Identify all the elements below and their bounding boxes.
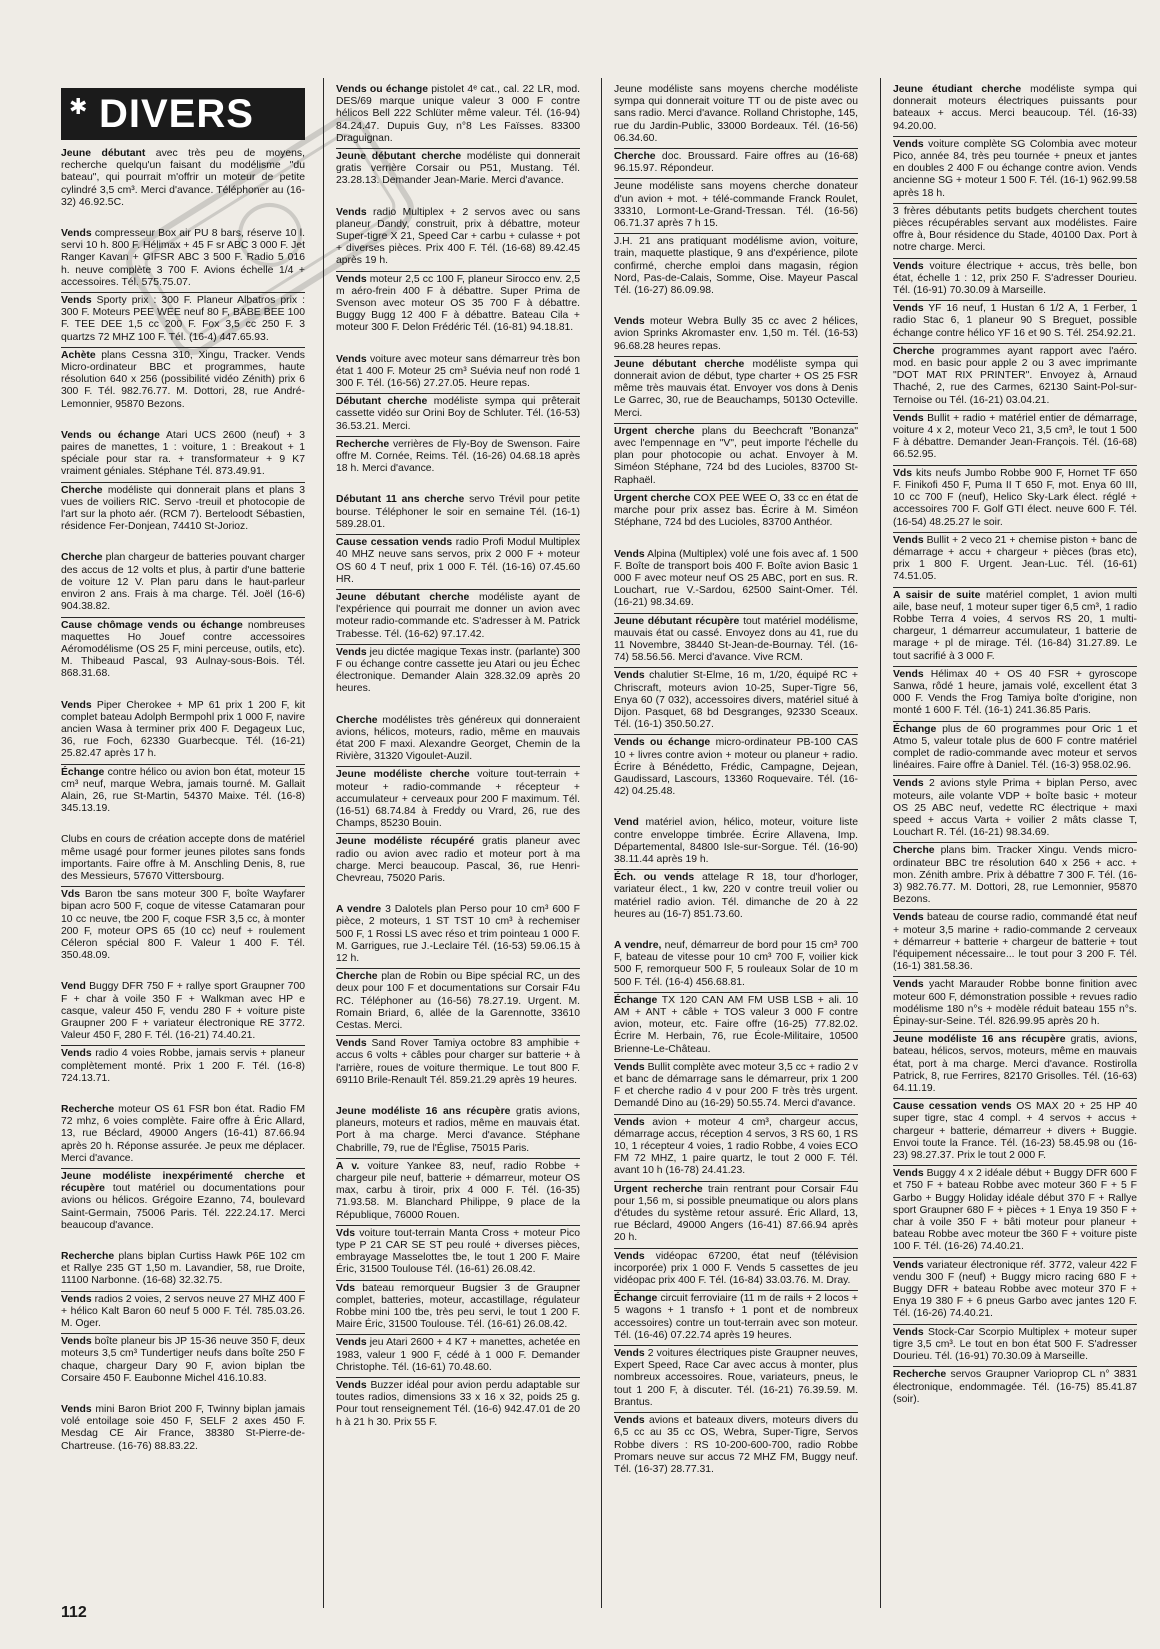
ad-keyword: Vends: [614, 1250, 645, 1262]
ad-text: COX PEE WEE O, 33 cc en état de marche pour prix assez bas. Écrire à M. Siméon Stéphane, 724 bd des Lucioles, 83700 Anthéor.: [614, 492, 858, 529]
ad-keyword: Débutant 11 ans cherche: [336, 494, 465, 506]
ad-keyword: Vends ou échange: [614, 737, 711, 749]
ad-keyword: Recherche: [336, 438, 390, 450]
column-spacer: [336, 191, 580, 205]
ad-text: bateau de course radio, commandé état neuf + moteur 3,5 marine + radio-commande 2 cerveaux + démarreur + batterie + chargeur de batterie + tout l'équipement nécessaire... le tout pour 3 200 F. Tél. (16-1) 381.58.36.: [893, 912, 1137, 973]
ad-keyword: Vends: [893, 668, 924, 680]
classified-ad: [614, 1059, 858, 1111]
classified-ad: [614, 1114, 858, 1178]
classified-ad: [614, 1248, 858, 1288]
classified-ad: [893, 1366, 1137, 1406]
classified-ad: [614, 1412, 858, 1476]
ad-keyword: Jeune débutant cherche: [336, 151, 462, 163]
ad-text: variateur électronique réf. 3772, valeur 422 F vendu 300 F (neuf) + Buggy micro racing 680 F + Buggy DFR + bateau Robbe avec moteur 370 F + Enya 19 380 F + 6 pneus Garbo avec jantes 120 F. Tél. (16-26) 74.40.21.: [893, 1259, 1138, 1320]
ad-text: boîte planeur bis JP 15-36 neuve 350 F, deux moteurs 3,5 cm³ Tundertiger neufs dans boîte 250 F chaque, chargeur Dary 90 F, avion biplan tbe Corsaire 450 F. Eaubonne Michel 416.10.83.: [61, 1336, 305, 1384]
ad-keyword: A v.: [336, 1160, 360, 1172]
ad-text: train rentrant pour Corsair F4u pour 1,56 m, si possible pneumatique ou alors plans d'études du système retour assuré. Éric Allard, 13, rue Béclard, 49000 Angers (16-41) 87.66.94 après 20 h.: [614, 1183, 858, 1244]
ad-text: Buggy 4 x 2 idéale début + Buggy DFR 600 F et 750 F + bateau Robbe avec moteur 360 F + 5 F Garbo + Buggy Holiday idéale début 370 F + Rallye sport Graupner 680 F + pièces + 1 Enya 19 350 F + char à voile 350 F + bâti moteur pour planeur + bateau Robbe avec moteur tbe 360 F + voiture piste 100 F. Tél. (16-26) 74.40.21.: [893, 1168, 1138, 1253]
ad-text: voiture avec moteur sans démarreur très bon état 1 400 F. Moteur 25 cm³ Suévia neuf non rodé 1 300 F. Tél. (16-56) 27.27.05. Heure repas.: [336, 353, 580, 390]
ad-keyword: Vds: [61, 889, 81, 901]
column-spacer: [61, 414, 305, 428]
ad-text: moteur Webra Bully 35 cc avec 2 hélices, avion Sprinks Akromaster env. 1,50 m. Tél. (16-53) 96.68.28 heures repas.: [614, 316, 859, 352]
classified-ad: [614, 1290, 858, 1342]
ad-text: plan de Robin ou Bipe spécial RC, un des deux pour 100 F et documentations sur Corsair F4u RC. Téléphoner au (16-56) 78.27.19. Urgent. M. Romain Briard, 6, allée de la Garennotte, 33610 Cestas. Merci.: [336, 971, 580, 1031]
classified-ad: [893, 842, 1137, 906]
ad-keyword: Vends: [614, 1061, 645, 1073]
ad-keyword: Vends: [893, 303, 924, 315]
ad-keyword: Vds: [893, 467, 913, 479]
classified-ad: [893, 1257, 1137, 1321]
column-rule: [601, 78, 602, 1608]
classified-ad: [61, 482, 305, 534]
classified-ad: [336, 1158, 580, 1222]
classified-ad: [336, 766, 580, 830]
ad-keyword: Urgent recherche: [614, 1183, 703, 1195]
classified-ad: [61, 428, 305, 479]
ad-text: Buzzer idéal pour avion perdu adaptable sur toutes radios, dimensions 33 x 16 x 32, poids 25 g. Pour tout renseignement Tél. (16-6) 942.47.01 de 20 h à 21 h 30. Prix 55 F.: [336, 1380, 581, 1428]
classified-ad: [614, 314, 858, 353]
page-number: 112: [61, 1604, 87, 1621]
classified-ad: [336, 205, 580, 268]
ad-keyword: Cherche: [614, 151, 656, 163]
column-spacer: [61, 1088, 305, 1102]
classified-ad: [614, 356, 858, 420]
column-spacer: [336, 699, 580, 713]
ad-keyword: A vendre,: [614, 939, 662, 951]
classified-ad: [61, 617, 305, 681]
ad-text: vidéopac 67200, état neuf (télévision incorporée) prix 1 000 F. Vends 5 cassettes de jeu vidéopac prix 400 F. Tél. (16-84) 33.03.76. M. Dray.: [614, 1250, 858, 1287]
ad-keyword: Vends: [893, 1326, 924, 1338]
ad-text: plans biplan Curtiss Hawk P6E 102 cm et Rallye 235 GT 1,50 m. Lavandier, 58, rue Droite, 11100 Narbonne. (16-68) 32.32.75.: [61, 1251, 306, 1287]
ad-text: voiture électrique + accus, très belle, bon état, échelle 1 : 12, prix 250 F. S'adresser Dourieu. Tél. (16-91) 70.30.09 à Marseille.: [893, 260, 1137, 297]
ads-column-4: [893, 82, 1137, 1409]
ad-text: plan chargeur de batteries pouvant charger des accus de 12 volts et plus, à partir d'une batterie de voiture 12 V. Plan paru dans le haut-parleur environ 2 ans. Frais à ma charge. Tél. Joël (16-6) 904.38.82.: [61, 552, 305, 613]
classified-ad: [336, 644, 580, 696]
ad-text: 3 Dalotels plan Perso pour 10 cm³ 600 F pièce, 2 moteurs, 1 ST TST 10 cm³ à rechemiser 500 F, 1 Rossi LS avec réso et trim pointeau 1 000 F. M. Garrigues, rue J.-Leclaire Tél. (16-53) 59.06.15 à 12 h.: [336, 904, 580, 964]
ad-text: modéliste ayant de l'expérience qui pourrait me donner un avion avec moteur radio-commande etc. S'adresser à M. Patrick Trabesse. Tél. (16-62) 97.17.42.: [336, 591, 580, 640]
ad-keyword: Cherche: [336, 971, 378, 983]
ad-keyword: Vends: [61, 295, 92, 307]
classified-ad: [614, 734, 858, 798]
classified-ad: [893, 587, 1137, 663]
ad-text: contre hélico ou avion bon état, moteur 15 cm³ neuf, marque Webra, jamais tourné. M. Gallait Alain, 26, rue St-Martin, 54370 Maixe. Tél. (16-8) 345.13.19.: [61, 766, 305, 815]
ad-text: 2 voitures électriques piste Graupner neuves, Expert Speed, Race Car avec accus à monter, plus nombreux accessoires. Roue, variateurs, pneus, le tout 1 200 F, à discuter. Tél. (16-21) 76.39.59. M. Brantus.: [614, 1348, 858, 1408]
ad-keyword: Échange: [614, 1293, 658, 1305]
classified-ad: [336, 833, 580, 885]
ad-keyword: Jeune débutant cherche: [614, 358, 745, 370]
classified-ad: [61, 292, 305, 344]
ad-text: plans Cessna 310, Xingu, Tracker. Vends Micro-ordinateur BBC et programmes, haute résolution 640 x 256 (possibilité vidéo Zénith) prix 6 300 F. Tél. 982.76.77. M. Dottori, 28, rue André-Lemonnier, 95870 Bezons.: [61, 349, 305, 410]
ad-text: YF 16 neuf, 1 Hustan 6 1/2 A, 1 Ferber, 1 radio Stac 6, 1 planeur 90 S Breguet, possible échange contre hélico YF 16 et 90 S. Tél. 254.92.21.: [893, 303, 1137, 339]
classified-ad: [614, 992, 858, 1056]
classified-ad: [614, 148, 858, 175]
ad-text: avion + moteur 4 cm³, chargeur accus, démarrage accus, réception 4 servos, 3 RS 60, 1 RS 10, 1 récepteur 4 voies, 1 radio Robbe, 4 voies ECO FM 72 MHZ, 1 paire quartz, le tout 2 000 F. Tél. avant 10 h (16-78) 24.41.23.: [614, 1116, 858, 1177]
ad-keyword: Recherche: [61, 1251, 115, 1263]
ads-column-2: [336, 82, 580, 1432]
ad-keyword: Cause chômage vends ou échange: [61, 619, 243, 631]
ad-text: modélistes très généreux qui donneraient avions, hélicos, moteurs, radio, même en mauvais état 200 F maxi. Alexandre Georget, Chemin de la Rivière, 31320 Vigoulet-Auzil.: [336, 714, 580, 763]
ad-keyword: Échange: [893, 723, 937, 735]
classified-ad: [614, 667, 858, 731]
ad-text: Hélimax 40 + OS 40 FSR + gyroscope Sanwa, rôdé 1 heure, jamais volé, excellent état 3 000 F. Vends the Frog Tamiya boîte d'origine, non monté 1 600 F. Tél. (16-1) 241.36.85 Paris.: [893, 668, 1137, 717]
ad-text: Jeune modéliste sans moyens cherche donateur d'un avion + mot. + télé-commande Franck Roulet, 33310, Lormont-Le-Grand-Tressan. Tél. (16-56) 06.71.37 après 7 h 15.: [614, 181, 858, 230]
column-rule: [880, 78, 881, 1608]
column-spacer: [61, 1388, 305, 1402]
ad-keyword: Jeune modéliste récupéré: [336, 836, 475, 848]
ad-text: radio Profi Modul Multiplex 40 MHZ neuve sans servos, prix 2 000 F + moteur OS 60 4 T neuf, prix 1 000 F. Tél. (16-16) 07.45.60 HR.: [336, 537, 580, 585]
ad-keyword: Vends: [61, 1404, 92, 1416]
classified-ad: [614, 869, 858, 921]
ad-text: voiture Yankee 83, neuf, radio Robbe + chargeur pile neuf, batterie + démarreur, moteur OS max, carbu à tiroir, prix 4 000 F. Tél. (16-35) 71.93.58. M. Blanchard Philippe, 9 place de la République, 76000 Rouen.: [336, 1160, 581, 1221]
ad-keyword: Urgent cherche: [614, 425, 695, 437]
ad-keyword: Vends: [614, 1348, 645, 1360]
classified-ad: [893, 1031, 1137, 1095]
ad-text: Baron tbe sans moteur 300 F, boîte Wayfarer bipan acro 500 F, coque de vitesse Catamaran pour 10 cc neuve, tbe 200 F, coque FSR 3,5 cc, à monter 200 F, moteur OPS 65 (10 cc) neuf + roulement Céleron spécial 800 F. Valeur 1 400 F. Tél. 350.48.09.: [61, 889, 305, 962]
ad-keyword: Cherche: [893, 845, 935, 857]
ad-keyword: Vds: [336, 1227, 356, 1239]
ad-text: gratis avions, planeurs, moteurs et radios, même en mauvais état. Port à ma charge. Merci d'avance. Stéphane Chabrille, 79, rue de l'Église, 75015 Paris.: [336, 1106, 581, 1154]
classified-ad: [336, 352, 580, 391]
ad-text: modéliste qui donnerait gratis verrière Corsair ou P51, Mustang. Tél. 23.28.13. Demander Jean-Marie. Merci d'avance.: [336, 151, 580, 187]
ad-text: Bullit + radio + matériel entier de démarrage, voiture 4 x 2, moteur Veco 21, 3,5 cm³, le tout 1 500 F à débattre. Demander Jean-François. Tél. (16-68) 66.52.95.: [893, 412, 1137, 461]
ad-text: modéliste sympa qui prêterait cassette vidéo sur Orini Boy de Schluter. Tél. (16-53) 36.53.21. Merci.: [336, 396, 581, 432]
ad-keyword: A vendre: [336, 904, 382, 916]
classified-ad: [614, 815, 858, 866]
ad-keyword: Débutant cherche: [336, 396, 428, 408]
column-spacer: [61, 684, 305, 698]
column-spacer: [614, 924, 858, 938]
ad-text: bateau remorqueur Bugsier 3 de Graupner complet, batteries, moteur, accastillage, régulateur Robbe mini 100 tbe, très peu servi, le tout 1 200 F. Maire Éric, 31500 Toulouse. Tél. (16-61) 26.08.42.: [336, 1282, 581, 1331]
classified-ad: [893, 136, 1137, 200]
ad-keyword: Vends: [61, 1336, 92, 1348]
classified-ad: [893, 410, 1137, 462]
ad-text: chalutier St-Elme, 16 m, 1/20, équipé RC + Chriscraft, moteurs avion 10-25, Super-Tigre 56, Enya 60 (7 032), accessoires divers, matériel situé à Dijon. Pasquet, 68 bd Desgranges, 92330 Sceaux. Tél. (16-1) 350.50.27.: [614, 670, 859, 731]
ad-text: plans bim. Tracker Xingu. Vends micro-ordinateur BBC tre résolution 640 x 256 + acc. + mon. Zénith ambre. Prix à débattre 7 300 F. Tél. (16-3) 982.76.77. M. Dottori, 28, rue Lemonnier, 95870 Bezons.: [893, 845, 1137, 906]
classified-ad: [61, 832, 305, 883]
ad-keyword: Vends: [893, 260, 924, 272]
column-spacer: [614, 801, 858, 815]
classified-ad: [61, 347, 305, 411]
ad-text: doc. Broussard. Faire offres au (16-68) 96.15.97. Répondeur.: [614, 151, 859, 175]
ad-text: radio Multiplex + 2 servos avec ou sans planeur Dandy, construit, prix à débattre, moteur Super-tigre X 21, Speed Car + carbu + culasse + pot + diverses pièces. Prix 400 F. Tél. (16-68) 89.42.45 après 19 h.: [336, 206, 581, 267]
ad-keyword: Vends: [336, 1380, 367, 1392]
ad-keyword: Cherche: [61, 552, 103, 564]
ad-text: voiture tout-terrain + moteur + radio-commande + récepteur + accumulateur + cerveaux pour 200 F maximum. Tél. (16-51) 68.74.84 à Freddy ou Vrard, 26, rue des Champs, 85230 Bouin.: [336, 769, 580, 830]
ad-keyword: Jeune modéliste inexpérimenté cherche et récupère: [61, 1171, 305, 1195]
classified-ad: [61, 1168, 305, 1232]
ad-text: avions et bateaux divers, moteurs divers du 6,5 cc au 35 cc OS, Webra, Super-Tigre, Servos Robbe divers : RS 10-200-600-700, radio Robbe Promars neuve sur accus 72 MHZ FM, Buggy neuf. Tél. (16-37) 28.77.31.: [614, 1415, 858, 1475]
ad-text: jeu dictée magique Texas instr. (parlante) 300 F ou échange contre cassette jeu Atari ou jeu Échec électronique. Demander Alain 328.32.09 après 20 heures.: [336, 646, 581, 695]
ad-keyword: Vends: [614, 548, 645, 560]
column-spacer: [614, 533, 858, 547]
classified-ad: [336, 1104, 580, 1155]
classified-ad: [336, 82, 580, 145]
classified-ad: [336, 713, 580, 764]
classified-ad: [614, 178, 858, 230]
ad-keyword: Vends: [614, 316, 645, 328]
ad-text: servo Trévil pour petite bourse. Téléphoner le soir en semaine Tél. (16-1) 589.28.01.: [336, 494, 580, 530]
ad-keyword: Cherche: [61, 484, 103, 496]
classified-ad: [336, 968, 580, 1032]
ad-keyword: Vends: [893, 979, 924, 991]
column-rule: [323, 78, 324, 1608]
ads-column-3: [614, 82, 858, 1479]
column-spacer: [614, 300, 858, 314]
ad-keyword: Vends: [61, 1048, 92, 1060]
ad-text: moteur OS 61 FSR bon état. Radio FM 72 mhz, 6 voies complète. Faire offre à Éric Allard, 13, rue Béclard, 49000 Angers (16-41) 87.66.94 après 20 h. Réponse assurée. Je peux me déplacer. Merci d'avance.: [61, 1104, 305, 1164]
ad-text: voiture tout-terrain Manta Cross + moteur Pico type P 21 CAR SE ST peu roulé + diverses pièces, embrayage Masselottes tbe, le tout 1 200 F. Maire Éric, 31500 Toulouse Tél. (16-61) 26.08.42.: [336, 1227, 580, 1276]
ad-keyword: Vends: [336, 206, 367, 218]
ad-keyword: Vends: [893, 778, 924, 790]
ad-text: Clubs en cours de création accepte dons de matériel même usagé pour former jeunes pilotes sans fonds importants. Faire offre à M. Anschling Denis, 8, rue des Messieurs, 57670 Vittersbourg.: [61, 834, 305, 882]
ad-keyword: A saisir de suite: [893, 589, 981, 601]
ad-keyword: Vends: [336, 646, 367, 658]
ad-keyword: Jeune modéliste cherche: [336, 769, 470, 781]
ad-text: servos Graupner Varioprop CL n° 3831 électronique, endommagée. Tél. (16-75) 85.41.87 (soir).: [893, 1369, 1137, 1405]
ad-text: modéliste sympa qui donnerait moteurs électriques puissants pour bateaux + accus. Merci beaucoup. Tél. (16-33) 94.20.00.: [893, 84, 1137, 132]
ad-text: compresseur Box air PU 8 bars, réserve 10 l. servi 10 h. 800 F. Hélimax + 45 F sr ABC 3 000 F. Jet Ranger Kavan + GIFSR ABC 3 500 F. Radio 5 016 h. neuve complète 3 700 F. Avions échelle 1/4 + accessoires. Tél. 575.75.07.: [61, 228, 305, 288]
ad-text: gratis, avions, bateau, hélicos, servos, moteurs, même en mauvais état, port à ma charge. Merci d'avance. Rostirolla Patrick, 8, rue Ferrires, 82170 Grisolles. Tél. (16-63) 64.11.19.: [893, 1034, 1138, 1095]
ad-text: Bullit + 2 veco 21 + chemise piston + banc de démarrage + accu + chargeur + pièces (bras etc), prix 1 800 F. Urgent. Jean-Luc. Tél. (16-61) 74.51.05.: [893, 534, 1138, 583]
classified-ad: [336, 1280, 580, 1332]
classified-ad: [893, 666, 1137, 718]
ad-keyword: Jeune débutant récupère: [614, 615, 740, 627]
ad-text: voiture complète SG Colombia avec moteur Pico, année 84, très peu tournée + pneux et jantes en doubles 2 400 F ou échange contre avion. Vends ancienne SG + moteur 1 500 F. Tél. (16-1) 962.99.58 après 18 h.: [893, 138, 1137, 199]
ad-text: Jeune modéliste sans moyens cherche modéliste sympa qui donnerait voiture TT ou de piste avec ou sans radio. Merci d'avance. Rolland Christophe, 145, rue du Jardin-Public, 33000 Bordeaux. Tél. (16-56) 06.34.60.: [614, 84, 858, 144]
classified-ad: [893, 1165, 1137, 1253]
ad-text: 3 frères débutants petits budgets cherchent toutes pièces récupérables servant aux modélistes. Faire offre à, Bour résidence du Stade, 40100 Dax. Port à notre charge. Merci.: [893, 205, 1137, 254]
classified-ad: [893, 532, 1137, 584]
classified-ad: [61, 1102, 305, 1165]
classified-ad: [336, 271, 580, 335]
classified-ad: [336, 1377, 580, 1429]
ad-keyword: Vends ou échange: [61, 429, 160, 441]
ads-column-1: [61, 88, 305, 1456]
classified-ad: [893, 721, 1137, 773]
ad-text: pistolet 4ᵉ cat., cal. 22 LR, mod. DES/69 marque unique valeur 3 000 F contre hélicos Bell 222 Schlüter même valeur. Tél. (16-94) 84.24.47. Dupuis Guy, n°8 Les Faïsses. 83300 Draguignan.: [336, 84, 581, 144]
ad-text: matériel complet, 1 avion multi aile, base neuf, 1 moteur super tiger 6,5 cm³, 1 radio Robbe Terra 4 voies, 4 servos RS 20, 1 multi-chargeur, 1 démarreur accumulateur, 1 batterie de marage + pl de mirage. Tél. (16-84) 31.27.89. Le tout sacrifié à 3 000 F.: [893, 589, 1137, 662]
ad-keyword: Jeune débutant: [61, 148, 146, 159]
classified-ad: [336, 902, 580, 965]
ad-text: plus de 60 programmes pour Oric 1 et Atmo 5, valeur totale plus de 600 F contre matériel complet de radio-commande avec moteur et servos linéaires. Faire offre à Daniel. Tél. (16-3) 958.02.96.: [893, 723, 1138, 772]
ad-keyword: Échange: [614, 994, 658, 1006]
classified-ad: [336, 534, 580, 586]
ad-text: nombreuses maquettes Ho Jouef contre accessoires Aéromodélisme (OS 25 F, mini perceuse, outils, etc). M. Thibeaud Pascal, 93 Aulnay-sous-Bois. Tél. 868.31.68.: [61, 619, 306, 680]
classified-ad: [893, 465, 1137, 529]
ad-text: Buggy DFR 750 F + rallye sport Graupner 700 F + char à voile 350 F + Walkman avec HP e casque, valeur 450 F, vendu 280 F + voiture piste Graupner 200 F + variateur électronique RE 3772. Valeur 450 F, 280 F. Tél. (16-21) 74.40.21.: [61, 981, 306, 1042]
column-spacer: [336, 338, 580, 352]
ad-text: mini Baron Briot 200 F, Twinny biplan jamais volé entoilage soie 450 F, SELF 2 axes 450 F. Mesdag CE Air France, 38380 St-Pierre-de-Chartreuse. (16-76) 88.83.22.: [61, 1404, 305, 1452]
propeller-icon: ✱: [69, 94, 89, 119]
column-spacer: [61, 965, 305, 979]
ad-text: avec très peu de moyens, recherche quelqu'un faisant du modélisme "du bateau", qui pourrait m'offrir un moteur de petite cylindré 3,5 cm³. Merci d'avance. Téléphoner au (16-32) 46.92.5C.: [61, 148, 305, 208]
ad-text: micro-ordinateur PB-100 CAS 10 + livres contre avion + moteur ou planeur + radio. Écrire à Bénédetto, Frédic, Campagne, Dejean, Gaudissard, Lascours, 13360 Roquevaire. Tél. (16-42) 04.25.48.: [614, 737, 858, 798]
classified-ad: [61, 1291, 305, 1331]
ad-keyword: Jeune modéliste 16 ans récupère: [336, 1106, 511, 1118]
classified-ad: [61, 1045, 305, 1085]
ad-keyword: Urgent cherche: [614, 492, 691, 504]
ad-text: attelage R 18, tour d'horloger, variateur élect., 1 kw, 220 v contre treuil volier ou matériel radio avion. Tél. dimanche de 20 à 22 heures au (16-7) 851.73.60.: [614, 872, 859, 920]
classified-ad: [61, 1402, 305, 1453]
ad-text: modéliste qui donnerait plans et plans 3 vues de voiliers RIC. Servo -treuil et photocopie de l'art sur la photo aér. (RCM 7). Berteloodt Sébastien, résidence Fer-Donjean, 74410 St-Jorioz.: [61, 484, 305, 533]
classified-ad: [61, 1249, 305, 1288]
ad-keyword: Vends: [336, 273, 367, 285]
column-spacer: [61, 536, 305, 550]
ad-text: verrières de Fly-Boy de Swenson. Faire offre M. Cornée, Reims. Tél. (16-26) 04.68.18 après 18 h. Merci d'avance.: [336, 438, 580, 475]
ad-text: plans du Beechcraft "Bonanza" avec l'empennage en "V", peut importe l'échelle du plan pour photocopie ou achat. Envoyer à M. Siméon Stéphane, 724 bd des Lucioles, 83700 St-Raphaël.: [614, 425, 859, 486]
classified-ad: [893, 1098, 1137, 1162]
ad-text: TX 120 CAN AM FM USB LSB + ali. 10 AM + ANT + câble + TOS valeur 3 000 F contre avion, moteur, etc. Faire offre (16-25) 77.82.02. Écrire M. Herbain, 76, rue École-Militaire, 10500 Brienne-Le-Château.: [614, 994, 858, 1055]
ad-text: Piper Cherokee + MP 61 prix 1 200 F, kit complet bateau Adolph Bermpohl prix 1 000 F, navire ancien Wasa à terminer prix 400 F. Degageux Luc, 36, rue Foch, 62330 Guarbecque. Tél. (16-21) 25.82.47 après 17 h.: [61, 699, 305, 760]
column-spacer: [336, 478, 580, 492]
column-spacer: [336, 888, 580, 902]
ad-keyword: Vds: [336, 1282, 356, 1294]
ad-keyword: Vends: [893, 138, 924, 150]
ad-keyword: Vends: [893, 412, 924, 424]
ad-keyword: Vends: [614, 1415, 645, 1427]
classified-ad: [893, 258, 1137, 298]
ad-text: neuf, démarreur de bord pour 15 cm³ 700 F, bateau de vitesse pour 10 cm³ 700 F, voilier kick 500 F, remorqueur 500 F, 5 rouleaux Solar de 10 m 500 F. Tél. (16-4) 456.68.81.: [614, 939, 858, 988]
ad-keyword: Jeune débutant cherche: [336, 591, 470, 603]
classified-ad: [614, 82, 858, 145]
classified-ad: [336, 492, 580, 531]
column-spacer: [61, 818, 305, 832]
ad-keyword: Vends: [893, 534, 924, 546]
classified-ad: [61, 979, 305, 1042]
ad-keyword: Vends: [61, 228, 92, 240]
classified-ad: [336, 1334, 580, 1374]
ad-keyword: Vends: [61, 1293, 92, 1305]
ad-keyword: Cause cessation vends: [336, 537, 453, 549]
classified-ad: [614, 547, 858, 610]
ad-text: Atari UCS 2600 (neuf) + 3 paires de manettes, 1 : voiture, 1 : Breakout + 1 spéciale pour star ra. + transformateur + 9 K7 vraiment géniales. Stéphane Tél. 873.49.91.: [61, 429, 305, 478]
ad-keyword: Recherche: [61, 1104, 115, 1115]
classified-ad: [336, 148, 580, 188]
classified-ad: [61, 886, 305, 962]
ad-keyword: Vends: [614, 670, 645, 682]
ad-keyword: Vends: [336, 1038, 367, 1050]
ad-keyword: Recherche: [893, 1369, 947, 1381]
ad-keyword: Jeune étudiant cherche: [893, 84, 1022, 95]
ad-keyword: Vend: [61, 981, 86, 993]
classified-ad: [61, 698, 305, 761]
classified-ad: [893, 203, 1137, 255]
classified-ad: [614, 423, 858, 487]
classified-ad: [336, 1035, 580, 1087]
ad-keyword: Vends: [336, 353, 367, 365]
classified-ad: [61, 1333, 305, 1385]
ad-keyword: Jeune modéliste 16 ans récupère: [893, 1034, 1066, 1046]
classified-ad: [614, 233, 858, 297]
ad-text: kits neufs Jumbo Robbe 900 F, Hornet TF 650 F. Finikofi 450 F, Puma II T 650 F, mot. Enya 60 III, 10 cc 700 F (neuf), Helico Sky-Lark élect. réglé + accessoires 700 F. Golf GTI élect. neuve 600 F. Tél. (16-54) 48.25.27 le soir.: [893, 467, 1137, 528]
ad-keyword: Vends: [614, 1116, 645, 1128]
classified-ad: [893, 909, 1137, 973]
classified-ad: [336, 589, 580, 641]
classified-ad: [614, 490, 858, 530]
classified-ad: [893, 82, 1137, 133]
ad-text: Sporty prix : 300 F. Planeur Albatros prix : 300 F. Moteurs PEE WEE neuf 80 F, BABE BEE 100 F. TEE DEE 1,5 cc 200 F. Fox 3,5 cc 250 F. 3 quartzs 72 MHZ 100 F. Tél. (16-4) 447.65.93.: [61, 295, 305, 343]
column-spacer: [336, 1090, 580, 1104]
ad-keyword: Vends: [893, 912, 924, 924]
ad-keyword: Éch. ou vends: [614, 872, 695, 884]
classified-ad: [614, 613, 858, 665]
ad-text: matériel avion, hélico, moteur, voiture liste contre enveloppe timbrée. Écrire Allavena, Imp. Départemental, 84800 Isle-sur-Sorgue. Tél. (16-90) 38.11.44 après 19 h.: [614, 817, 858, 865]
ad-keyword: Cause cessation vends: [893, 1101, 1012, 1113]
ad-text: gratis planeur avec radio ou avion avec radio et moteur port à ma charge. Merci beaucoup. Pascal, 36, rue Henri-Chevreau, 75020 Paris.: [336, 836, 580, 884]
classified-ad: [61, 146, 305, 209]
column-spacer: [61, 1235, 305, 1249]
ad-keyword: Vends: [336, 1337, 367, 1349]
classified-ad: [893, 775, 1137, 839]
ad-text: programmes ayant rapport avec l'aéro. mod. en basic pour apple 2 ou 3 avec imprimante "DOT MAT RIX PRINTER". Envoyez à, Arnaud Thaché, 2, rue des Carmes, 62130 Saint-Pol-sur-Ternoise ou Tél. (16-21) 03.04.21.: [893, 345, 1137, 406]
column-spacer: [61, 212, 305, 226]
ad-text: tout matériel ou documentations pour avions ou hélicos. Grégoire Ezanno, 74, boulevard Saint-Germain, 75006 Paris. Tél. 222.24.17. Merci beaucoup d'avance.: [61, 1183, 305, 1231]
ad-text: tout matériel modélisme, mauvais état ou cassé. Envoyez dons au 41, rue du 11 Novembre, 38440 St-Jean-de-Bournay. Tél. (16-74) 58.56.56. Merci d'avance. Vive RCM.: [614, 615, 859, 664]
classified-ad: [336, 1225, 580, 1277]
ad-keyword: Cherche: [336, 714, 378, 726]
ad-text: radio 4 voies Robbe, jamais servis + planeur complètement monté. Prix 1 200 F. Tél. (16-8) 724.13.71.: [61, 1048, 305, 1084]
ad-text: Stock-Car Scorpio Multiplex + moteur super tigre 3,5 cm³. Le tout en bon état 500 F. S'adresser Dourieu. Tél. (16-91) 70.30.09 à Marseille.: [893, 1326, 1137, 1363]
ad-keyword: Échange: [61, 766, 105, 778]
section-title: DIVERS: [99, 92, 254, 136]
classified-ad: [336, 436, 580, 476]
classified-ad: [893, 1324, 1137, 1364]
ad-text: moteur 2,5 cc 100 F, planeur Sirocco env. 2,5 m aéro-frein 400 F à débattre. Super Prima de Svenson avec moteur OS 35 700 F à débattre. Buggy Bugg 12 400 F à débattre. Bateau Cila + moteur 300 F. Delon Frédéric Tél. (16-81) 94.18.81.: [336, 273, 581, 334]
classified-ad: [893, 300, 1137, 340]
ad-text: jeu Atari 2600 + 4 K7 + manettes, achetée en 1983, valeur 1 900 F, cédé à 1 000 F. Demander Christophe. Tél. (16-61) 70.48.60.: [336, 1337, 580, 1373]
ad-keyword: Vend: [614, 817, 639, 829]
classified-ad: [336, 393, 580, 433]
classified-ad: [614, 1181, 858, 1245]
classified-ad: [61, 226, 305, 289]
ad-text: J.H. 21 ans pratiquant modélisme avion, voiture, train, maquette plastique, 9 ans d'expérience, pilote confirmé, cherche emploi dans magasin, région Nord, Pas-de-Calais, Somme, Oise. Mayeur Pascal Tél. (16-27) 86.09.98.: [614, 236, 858, 297]
ad-text: modéliste sympa qui donnerait avion de début, type charter + OS 25 FSR même très mauvais état. Envoyer vos dons à Denis Le Garrec, 30, rue de Beauchamps, 50130 Octeville. Merci.: [614, 358, 859, 419]
ad-text: Alpina (Multiplex) volé une fois avec af. 1 500 F. Boîte de transport bois 400 F. Boîte avion Basic 1 000 F avec moteur neuf OS 25 ABC, port en sus. R. Louchart, rue V.-Sardou, 62500 Saint-Omer. Tél. (16-21) 98.34.69.: [614, 548, 858, 609]
ad-keyword: Achète: [61, 349, 96, 361]
ad-keyword: Vends ou échange: [336, 84, 428, 95]
ad-text: Sand Rover Tamiya octobre 83 amphibie + accus 6 volts + câbles pour charger sur batterie + à l'arrière, roues de voiture thermique. Le tout 800 F. 69110 Brile-Renault Tél. 859.21.29 après 19 heures.: [336, 1038, 580, 1086]
ad-keyword: Cherche: [893, 345, 935, 357]
classified-ad: [61, 764, 305, 816]
ad-text: 2 avions style Prima + biplan Perso, avec moteurs, aile volante VDP + boîte basic + moteur OS 25 ABC neuf, vedette RC électrique + maxi speed + accus Varta + voilier 2 mâts classe T, Louchart R. Tél. (16-21) 98.34.69.: [893, 778, 1137, 839]
classified-ad: [893, 976, 1137, 1028]
classified-ad: [614, 1345, 858, 1409]
ad-text: yacht Marauder Robbe bonne finition avec moteur 600 F, démonstration possible + revues radio modélisme 180 n°s + modèle réduit bateau 155 n°s. Épinay-sur-Seine. Tél. 826.99.95 après 20 h.: [893, 979, 1137, 1028]
classified-ad: [61, 550, 305, 613]
ad-text: Bullit complète avec moteur 3,5 cc + radio 2 v et banc de démarrage sans le démarreur, prix 1 200 F et cherche radio 4 v pour 200 F très très urgent. Demandé Dino au (16-29) 50.55.74. Merci d'avance.: [614, 1061, 859, 1110]
ad-text: OS MAX 20 + 25 HP 40 super tigre, stac 4 compl. + 4 servos + accus + chargeur + batterie, démarreur + divers + Buggie. Envoi toute la France. Tél. (16-23) 58.45.98 ou (16-23) 98.27.37. Prix le tout 2 000 F.: [893, 1101, 1137, 1162]
ad-keyword: Vends: [61, 699, 92, 711]
ad-keyword: Vends: [893, 1259, 924, 1271]
section-header: [61, 88, 305, 140]
ad-keyword: Vends: [893, 1168, 924, 1180]
ad-text: radios 2 voies, 2 servos neuve 27 MHZ 400 F + hélico Kalt Baron 60 neuf 5 000 F. Tél. 785.03.26. M. Oger.: [61, 1293, 305, 1330]
ad-text: circuit ferroviaire (11 m de rails + 2 locos + 5 wagons + 1 transfo + 1 pont et de nombreux accessoires) contre un tout-terrain avec son moteur. Tél. (16-46) 07.22.74 après 19 heures.: [614, 1293, 858, 1341]
classified-ad: [614, 938, 858, 989]
classified-ad: [893, 343, 1137, 407]
